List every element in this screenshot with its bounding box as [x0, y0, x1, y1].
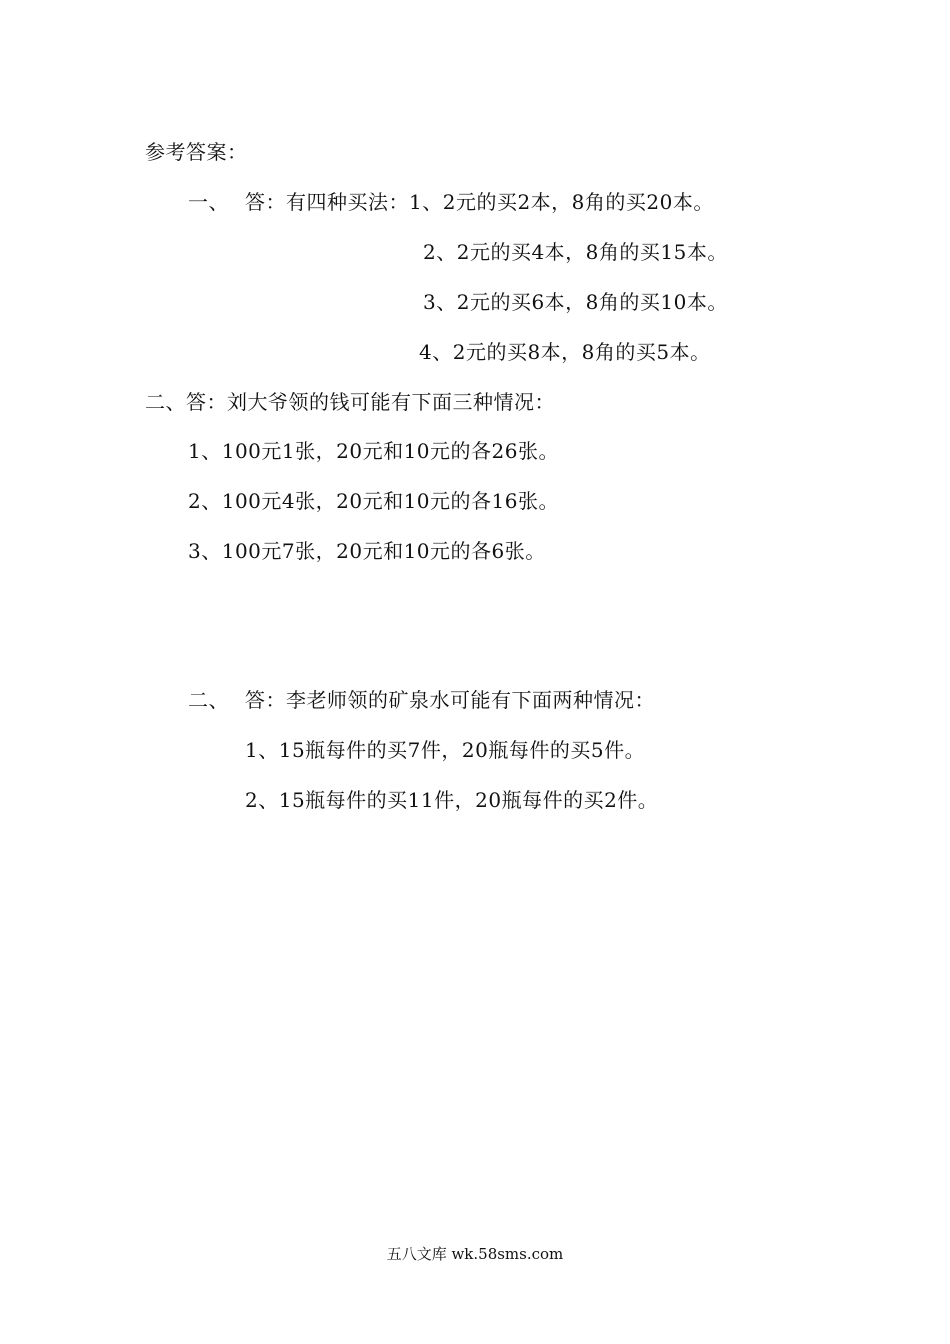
section-3-item-2: 2、15瓶每件的买11件，20瓶每件的买2件。	[245, 788, 659, 812]
section-1-marker: 一、	[188, 190, 229, 214]
section-2-intro: 二、答：刘大爷领的钱可能有下面三种情况：	[145, 390, 555, 414]
footer-watermark: 五八文库 wk.58sms.com	[386, 1245, 564, 1263]
section-2-item-1: 1、100元1张，20元和10元的各26张。	[188, 439, 559, 463]
section-1-item-4: 4、2元的买8本，8角的买5本。	[419, 340, 711, 364]
section-1-intro: 答：有四种买法：1、2元的买2本，8角的买20本。	[245, 190, 714, 214]
section-1-item-2: 2、2元的买4本，8角的买15本。	[423, 240, 728, 264]
section-3-marker: 二、	[188, 688, 229, 712]
answer-heading: 参考答案：	[145, 140, 248, 164]
section-3-intro: 答：李老师领的矿泉水可能有下面两种情况：	[245, 688, 655, 712]
section-3-item-1: 1、15瓶每件的买7件，20瓶每件的买5件。	[245, 738, 646, 762]
section-1-item-3: 3、2元的买6本，8角的买10本。	[423, 290, 728, 314]
section-2-item-3: 3、100元7张，20元和10元的各6张。	[188, 539, 546, 563]
section-2-item-2: 2、100元4张，20元和10元的各16张。	[188, 489, 559, 513]
